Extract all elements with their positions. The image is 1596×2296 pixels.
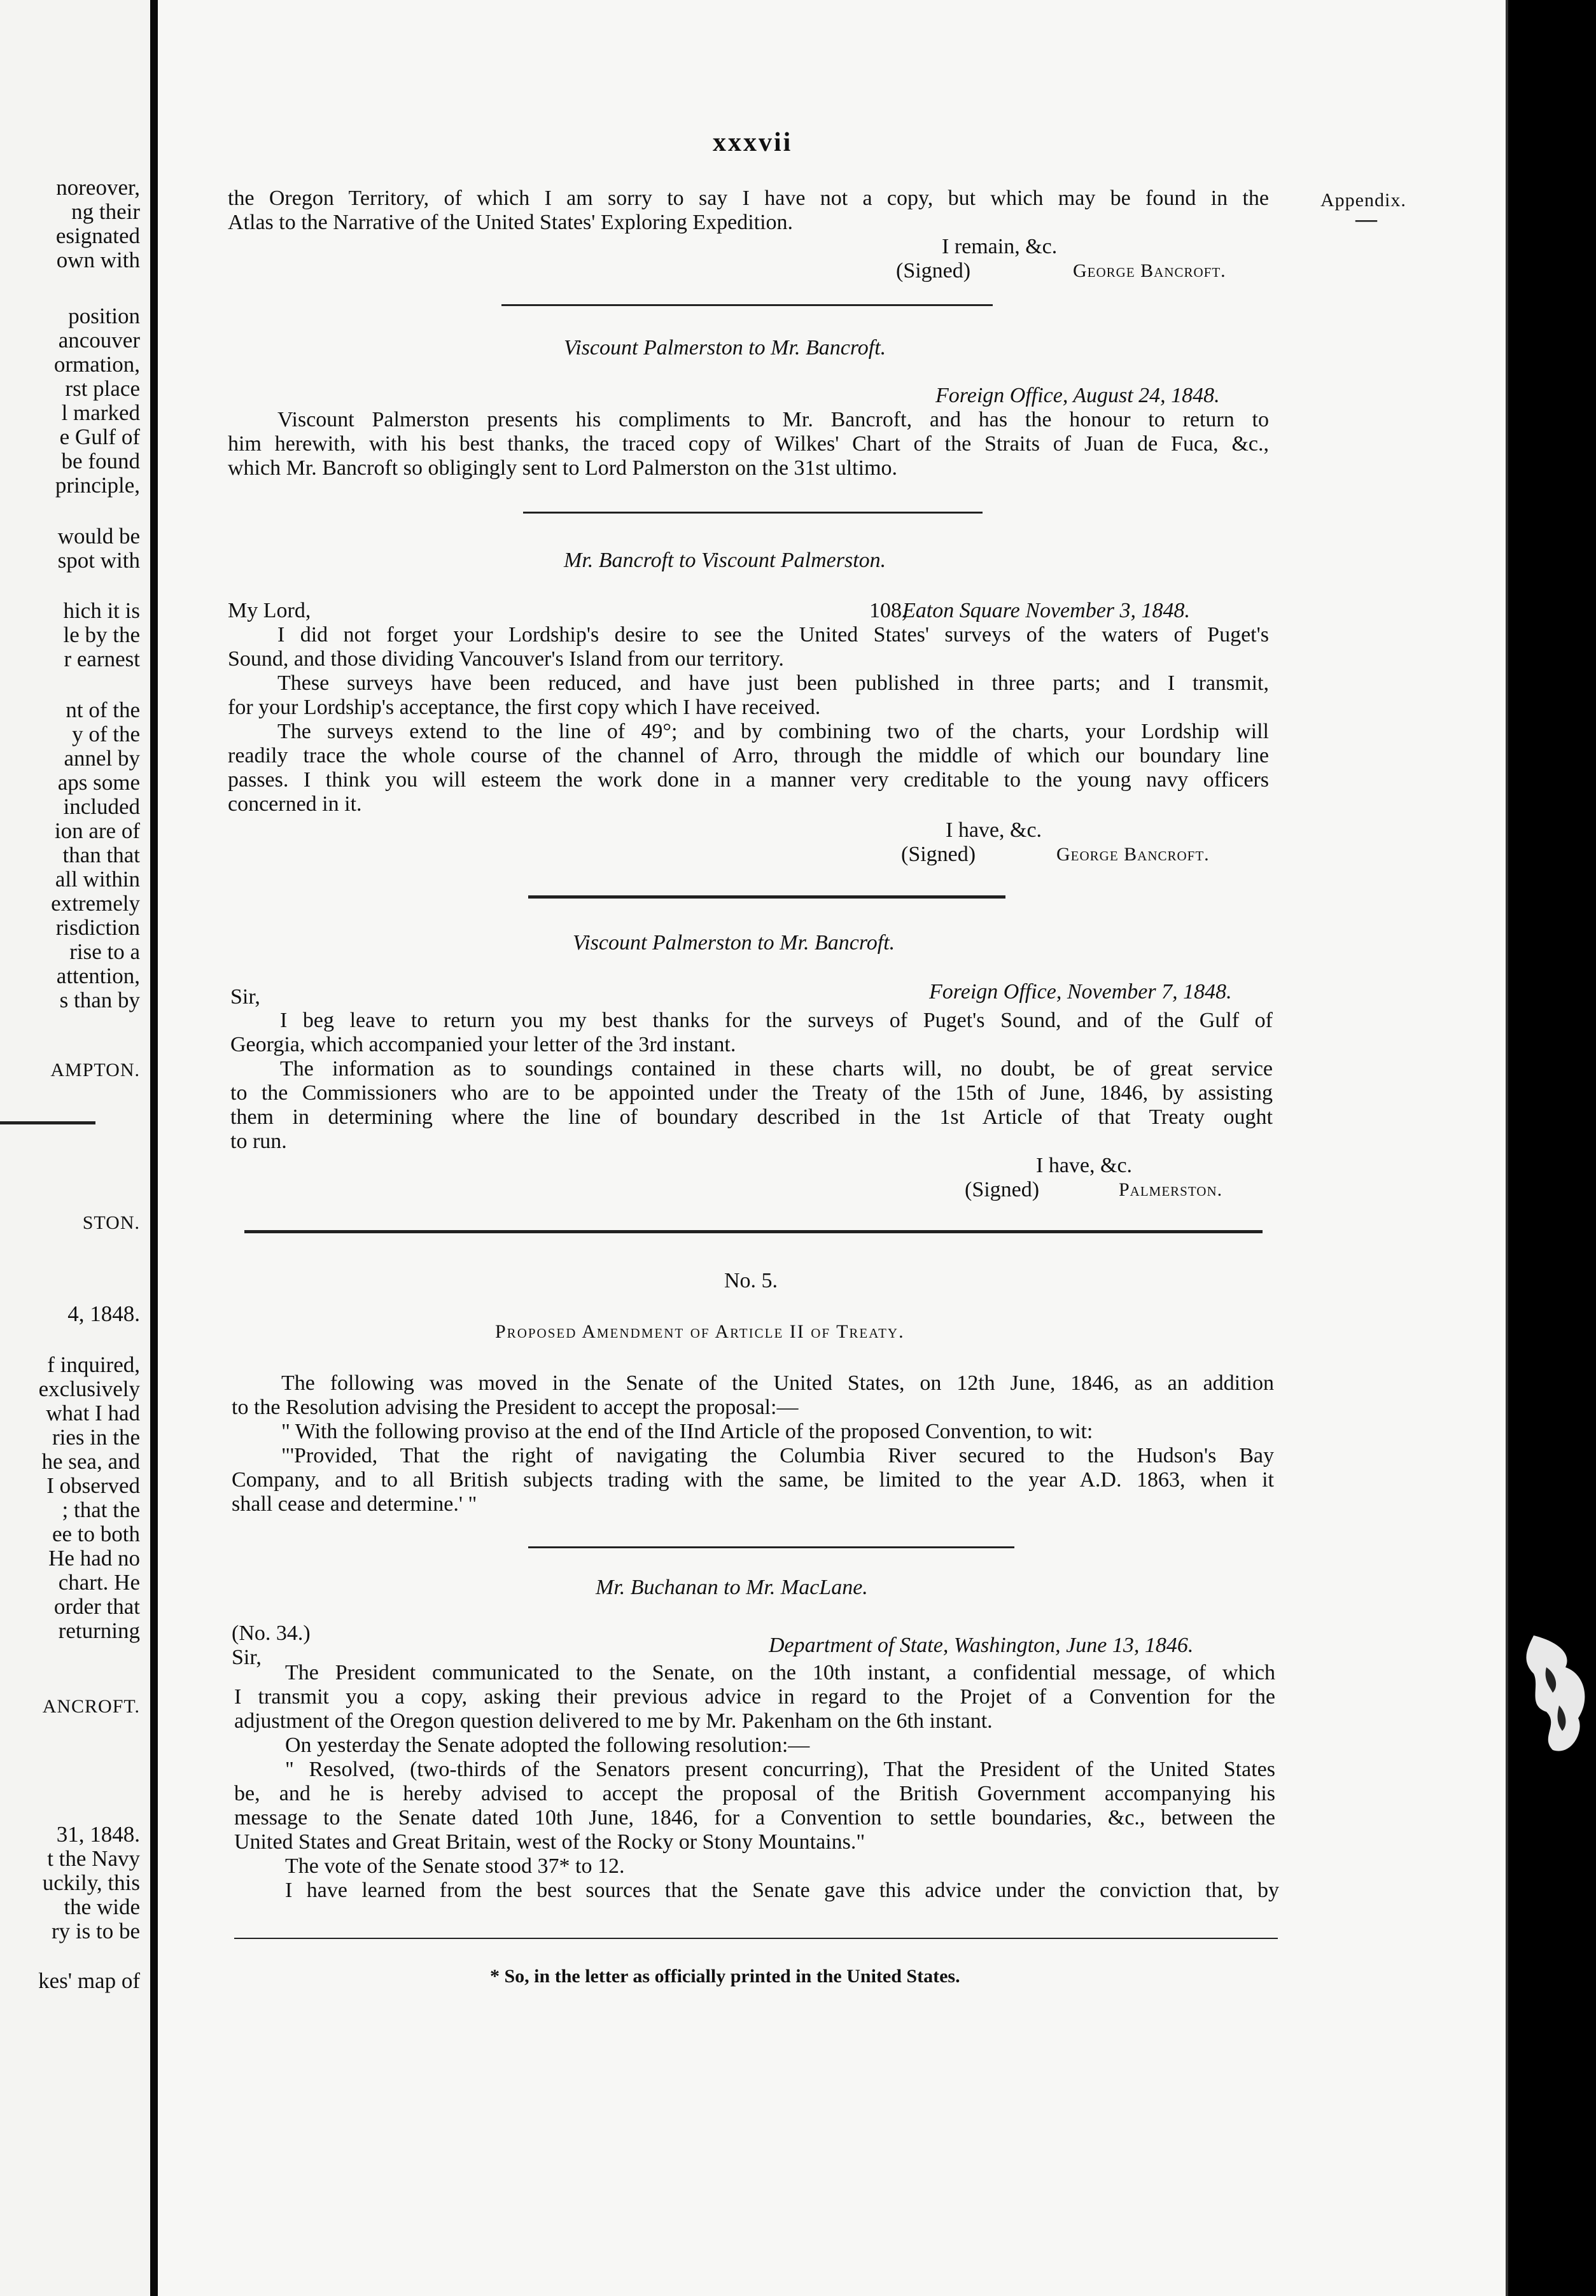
left-line: ANCROFT. — [42, 1696, 140, 1717]
salutation: My Lord, — [228, 599, 311, 622]
left-line: noreover, — [56, 175, 140, 200]
dateline: Eaton Square November 3, 1848. — [902, 599, 1191, 622]
left-line: risdiction — [55, 915, 140, 940]
left-line: ng their — [71, 199, 140, 224]
body-line: The vote of the Senate stood 37* to 12. — [285, 1854, 625, 1878]
left-line: 4, 1848. — [67, 1301, 140, 1326]
salutation: Sir, — [232, 1646, 262, 1669]
scan-artifact — [1521, 1629, 1596, 1763]
salutation: Sir, — [230, 985, 260, 1009]
left-line: nt of the — [66, 697, 140, 722]
signed-label: (Signed) — [965, 1178, 1040, 1201]
body-line: I did not forget your Lordship's desire to see the United States' surveys of the waters of Puget's — [277, 623, 1269, 647]
reference-number: (No. 34.) — [232, 1621, 311, 1645]
left-line: aps some — [57, 770, 140, 795]
left-line: than that — [62, 843, 140, 867]
body-line: him herewith, with his best thanks, the traced copy of Wilkes' Chart of the Straits of Juan de Fuca, &c., — [228, 432, 1269, 456]
left-line: ion are of — [54, 818, 140, 843]
dateline: Foreign Office, November 7, 1848. — [929, 980, 1232, 1004]
body-line: The surveys extend to the line of 49°; and by combining two of the charts, your Lordship will — [277, 720, 1269, 743]
closing: I have, &c. — [946, 818, 1042, 842]
left-line: ee to both — [52, 1522, 140, 1546]
body-line: the Oregon Territory, of which I am sorry to say I have not a copy, but which may be found in the — [228, 186, 1269, 210]
document-number: No. 5. — [724, 1269, 778, 1292]
body-line: On yesterday the Senate adopted the following resolution:— — [285, 1733, 810, 1757]
body-line: I transmit you a copy, asking their previous advice in regard to the Projet of a Convention for the — [234, 1685, 1275, 1709]
left-line: t the Navy — [47, 1846, 140, 1871]
signature: George Bancroft. — [1056, 844, 1210, 865]
signed-label: (Signed) — [901, 843, 976, 866]
left-line: ry is to be — [51, 1919, 140, 1943]
body-line: These surveys have been reduced, and have just been published in three parts; and I transmit, — [277, 671, 1269, 695]
section-title: Proposed Amendment of Article II of Treaty. — [495, 1321, 905, 1342]
left-line: exclusively — [38, 1376, 140, 1401]
section-divider — [523, 512, 983, 514]
left-line: extremely — [51, 891, 140, 916]
left-line: ormation, — [53, 352, 140, 377]
left-line: spot with — [57, 548, 140, 573]
body-line: " With the following proviso at the end of the IInd Article of the proposed Convention, to wit: — [281, 1420, 1093, 1443]
body-line: message to the Senate dated 10th June, 1846, for a Convention to settle boundaries, &c., between the — [234, 1806, 1275, 1830]
left-line: ancouver — [58, 328, 140, 353]
body-line: The President communicated to the Senate, on the 10th instant, a confidential message, of which — [285, 1661, 1275, 1684]
left-line: I observed — [46, 1473, 140, 1498]
left-line: 31, 1848. — [56, 1822, 140, 1847]
left-line: He had no — [48, 1546, 140, 1571]
body-line: Viscount Palmerston presents his compliments to Mr. Bancroft, and has the honour to return to — [277, 408, 1269, 431]
body-line: readily trace the whole course of the channel of Arro, through the middle of which our boundary line — [228, 744, 1269, 767]
signed-label: (Signed) — [896, 259, 971, 283]
closing: I remain, &c. — [942, 235, 1058, 258]
left-line: rst place — [65, 376, 140, 401]
left-divider — [0, 1121, 95, 1124]
body-line: concerned in it. — [228, 792, 362, 816]
left-line: rise to a — [69, 939, 140, 964]
body-line: to run. — [230, 1130, 287, 1153]
left-line: hich it is — [63, 598, 140, 623]
left-line: all within — [55, 867, 140, 892]
left-line: ; that the — [62, 1497, 140, 1522]
left-facing-page — [0, 0, 150, 2296]
left-line: r earnest — [64, 647, 140, 671]
page-number: xxxvii — [713, 128, 793, 157]
dateline: Foreign Office, August 24, 1848. — [935, 384, 1220, 407]
letter-heading: Viscount Palmerston to Mr. Bancroft. — [564, 336, 886, 360]
body-line: which Mr. Bancroft so obligingly sent to Lord Palmerston on the 31st ultimo. — [228, 456, 898, 480]
left-line: be found — [61, 449, 140, 473]
left-line: y of the — [72, 722, 140, 746]
address: 108, — [869, 599, 907, 622]
left-line: annel by — [64, 746, 140, 771]
left-line: the wide — [64, 1894, 140, 1919]
body-line: for your Lordship's acceptance, the first copy which I have received. — [228, 696, 821, 719]
left-line: f inquired, — [47, 1352, 140, 1377]
margin-dash: — — [1355, 207, 1377, 231]
body-line: "'Provided, That the right of navigating the Columbia River secured to the Hudson's Bay — [281, 1444, 1274, 1467]
left-line: STON. — [82, 1212, 140, 1233]
left-line: le by the — [63, 622, 140, 647]
left-line: kes' map of — [38, 1968, 140, 1993]
body-line: passes. I think you will esteem the work done in a manner very creditable to the young navy officers — [228, 768, 1269, 792]
left-line: position — [68, 304, 140, 328]
body-line: The information as to soundings contained in these charts will, no doubt, be of great service — [280, 1057, 1273, 1081]
body-line: United States and Great Britain, west of the Rocky or Stony Mountains." — [234, 1830, 865, 1854]
left-line: would be — [57, 524, 140, 549]
section-divider — [528, 1546, 1014, 1548]
body-line: Georgia, which accompanied your letter of the 3rd instant. — [230, 1033, 736, 1056]
body-line: shall cease and determine.' " — [232, 1492, 477, 1516]
signature: George Bancroft. — [1073, 260, 1226, 281]
left-line: order that — [53, 1594, 140, 1619]
dateline: Department of State, Washington, June 13, 1846. — [769, 1634, 1194, 1657]
left-line: principle, — [55, 473, 140, 498]
letter-heading: Mr. Buchanan to Mr. MacLane. — [596, 1576, 868, 1599]
section-divider — [244, 1230, 1263, 1233]
footnote-rule — [234, 1938, 1278, 1939]
body-line: Company, and to all British subjects trading with the same, be limited to the year A.D. 1863, when it — [232, 1468, 1274, 1492]
letter-heading: Viscount Palmerston to Mr. Bancroft. — [573, 931, 895, 955]
page-edge — [1506, 0, 1508, 2296]
body-line: I beg leave to return you my best thanks for the surveys of Puget's Sound, and of the Gulf of — [280, 1009, 1273, 1032]
left-line: AMPTON. — [50, 1060, 140, 1081]
closing: I have, &c. — [1036, 1154, 1133, 1177]
body-line: Atlas to the Narrative of the United States' Exploring Expedition. — [228, 211, 794, 234]
left-line: included — [63, 794, 140, 819]
left-line: s than by — [59, 988, 140, 1012]
body-line: them in determining where the line of boundary described in the 1st Article of that Treaty ought — [230, 1105, 1273, 1129]
body-line: be, and he is hereby advised to accept the proposal of the British Government accompanying his — [234, 1782, 1275, 1805]
left-line: uckily, this — [42, 1870, 140, 1895]
left-line: l marked — [61, 400, 140, 425]
body-line: I have learned from the best sources that the Senate gave this advice under the conviction that, by — [285, 1879, 1279, 1902]
body-line: to the Resolution advising the President to accept the proposal:— — [232, 1396, 799, 1419]
body-line: Sound, and those dividing Vancouver's Island from our territory. — [228, 647, 784, 671]
signature: Palmerston. — [1119, 1179, 1223, 1200]
left-line: he sea, and — [41, 1449, 140, 1474]
left-line: returning — [58, 1618, 140, 1643]
left-line: esignated — [55, 223, 140, 248]
footnote: * So, in the letter as officially printed in the United States. — [490, 1966, 960, 1987]
section-divider — [528, 895, 1005, 899]
left-line: what I had — [46, 1401, 140, 1425]
left-line: chart. He — [58, 1570, 140, 1595]
body-line: The following was moved in the Senate of the United States, on 12th June, 1846, as an addition — [281, 1371, 1274, 1395]
section-divider — [501, 304, 993, 306]
body-line: adjustment of the Oregon question delivered to me by Mr. Pakenham on the 6th instant. — [234, 1709, 993, 1733]
left-line: own with — [56, 248, 140, 272]
body-line: to the Commissioners who are to be appointed under the Treaty of the 15th of June, 1846, by assisting — [230, 1081, 1273, 1105]
body-line: " Resolved, (two-thirds of the Senators present concurring), That the President of the United States — [285, 1758, 1275, 1781]
left-line: attention, — [56, 963, 140, 988]
letter-heading: Mr. Bancroft to Viscount Palmerston. — [564, 549, 886, 572]
left-line: ries in the — [52, 1425, 140, 1450]
margin-note: Appendix. — [1320, 190, 1406, 211]
left-line: e Gulf of — [59, 424, 140, 449]
